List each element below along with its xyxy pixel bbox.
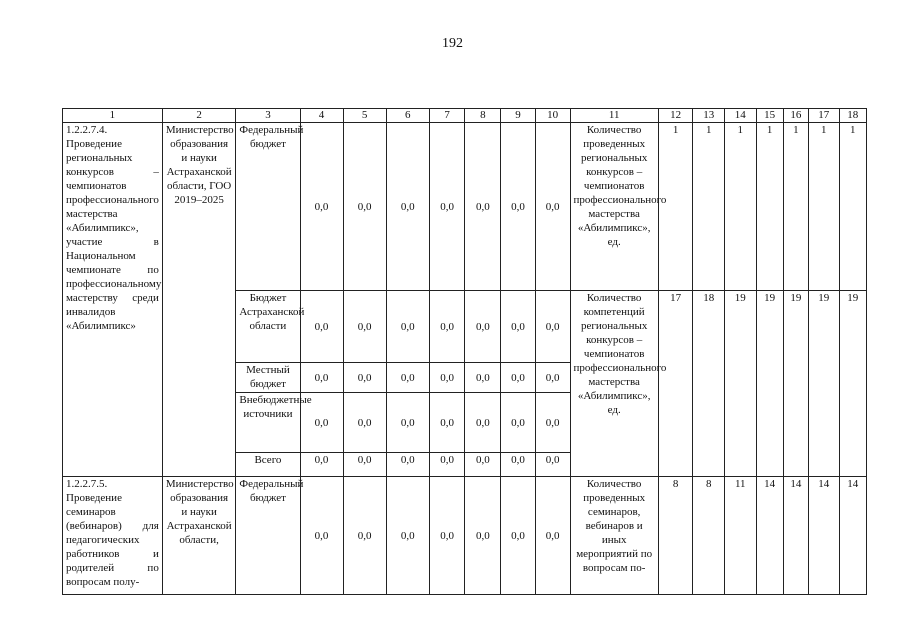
- value-cell: 0,0: [501, 363, 536, 393]
- column-number: 16: [783, 109, 808, 123]
- funding-source: Федеральный бюджет: [236, 123, 300, 291]
- value-cell: 0,0: [429, 291, 465, 363]
- value-cell: 0,0: [300, 291, 343, 363]
- column-number: 11: [570, 109, 658, 123]
- value-cell: 0,0: [386, 453, 429, 477]
- target-cell: 14: [783, 477, 808, 595]
- value-cell: 0,0: [535, 393, 570, 453]
- page-number: 192: [442, 36, 463, 51]
- funding-source: Местный бюджет: [236, 363, 300, 393]
- value-cell: 0,0: [300, 123, 343, 291]
- column-number: 7: [429, 109, 465, 123]
- value-cell: 0,0: [465, 291, 501, 363]
- value-cell: 0,0: [501, 123, 536, 291]
- funding-source: Внебюджетные источники: [236, 393, 300, 453]
- value-cell: 0,0: [429, 123, 465, 291]
- value-cell: 0,0: [501, 453, 536, 477]
- target-cell: 1: [783, 123, 808, 291]
- column-number: 14: [724, 109, 756, 123]
- target-cell: 14: [756, 477, 783, 595]
- column-number: 6: [386, 109, 429, 123]
- column-number: 5: [343, 109, 386, 123]
- value-cell: 0,0: [465, 477, 501, 595]
- value-cell: 0,0: [535, 477, 570, 595]
- value-cell: 0,0: [343, 393, 386, 453]
- target-cell: 8: [693, 477, 725, 595]
- column-number: 9: [501, 109, 536, 123]
- value-cell: 0,0: [300, 453, 343, 477]
- target-cell: 14: [809, 477, 839, 595]
- indicator-cell: Количество проведенных региональных конкурсов – чемпионатов профессионального мастерства «Абилимпикс», ед.: [570, 123, 658, 291]
- target-cell: 19: [839, 291, 867, 477]
- column-number: 2: [162, 109, 236, 123]
- target-cell: 1: [693, 123, 725, 291]
- column-number: 13: [693, 109, 725, 123]
- value-cell: 0,0: [300, 363, 343, 393]
- table-row: [63, 477, 867, 595]
- indicator-cell: Количество компетенций региональных конкурсов – чемпионатов профессионального мастерства «Абилимпикс», ед.: [570, 291, 658, 477]
- column-number: 12: [658, 109, 693, 123]
- value-cell: 0,0: [429, 393, 465, 453]
- column-number: 17: [809, 109, 839, 123]
- value-cell: 0,0: [535, 123, 570, 291]
- funding-source: Бюджет Астраханской области: [236, 291, 300, 363]
- executor-cell: Министерство образования и науки Астраханской области,: [162, 477, 236, 595]
- target-cell: 1: [724, 123, 756, 291]
- value-cell: 0,0: [535, 453, 570, 477]
- column-number: 1: [63, 109, 163, 123]
- value-cell: 0,0: [465, 393, 501, 453]
- value-cell: 0,0: [343, 123, 386, 291]
- column-number: 15: [756, 109, 783, 123]
- target-cell: 18: [693, 291, 725, 477]
- indicator-cell: Количество проведенных семинаров, вебинаров и иных мероприятий по вопросам по-: [570, 477, 658, 595]
- value-cell: 0,0: [501, 393, 536, 453]
- value-cell: 0,0: [386, 123, 429, 291]
- value-cell: 0,0: [386, 477, 429, 595]
- value-cell: 0,0: [386, 291, 429, 363]
- target-cell: 1: [839, 123, 867, 291]
- column-number: 8: [465, 109, 501, 123]
- value-cell: 0,0: [429, 453, 465, 477]
- executor-cell: Министерство образования и науки Астраханской области, ГОО 2019–2025: [162, 123, 236, 477]
- value-cell: 0,0: [465, 453, 501, 477]
- column-number: 3: [236, 109, 300, 123]
- value-cell: 0,0: [343, 453, 386, 477]
- value-cell: 0,0: [501, 291, 536, 363]
- value-cell: 0,0: [386, 363, 429, 393]
- target-cell: 19: [756, 291, 783, 477]
- value-cell: 0,0: [535, 363, 570, 393]
- funding-source: Всего: [236, 453, 300, 477]
- target-cell: 11: [724, 477, 756, 595]
- program-table: [62, 108, 867, 595]
- table-row: [63, 123, 867, 291]
- target-cell: 14: [839, 477, 867, 595]
- target-cell: 19: [783, 291, 808, 477]
- value-cell: 0,0: [343, 291, 386, 363]
- measure-cell: 1.2.2.7.5. Проведение семинаров (вебинаров) для педагогических работников и родителей по вопросам полу-: [63, 477, 163, 595]
- target-cell: 1: [658, 123, 693, 291]
- value-cell: 0,0: [343, 363, 386, 393]
- value-cell: 0,0: [300, 393, 343, 453]
- column-number-row: [63, 109, 867, 123]
- value-cell: 0,0: [429, 477, 465, 595]
- target-cell: 17: [658, 291, 693, 477]
- value-cell: 0,0: [465, 123, 501, 291]
- value-cell: 0,0: [535, 291, 570, 363]
- measure-cell: 1.2.2.7.4. Проведение региональных конкурсов – чемпионатов профессионального мастерства «Абилимпикс», участие в Национальном чемпионате по профессиональному мастерству среди инвалидов «Абилимпикс»: [63, 123, 163, 477]
- value-cell: 0,0: [501, 477, 536, 595]
- value-cell: 0,0: [343, 477, 386, 595]
- target-cell: 1: [756, 123, 783, 291]
- value-cell: 0,0: [429, 363, 465, 393]
- target-cell: 19: [809, 291, 839, 477]
- funding-source: Федеральный бюджет: [236, 477, 300, 595]
- column-number: 18: [839, 109, 867, 123]
- column-number: 10: [535, 109, 570, 123]
- column-number: 4: [300, 109, 343, 123]
- target-cell: 1: [809, 123, 839, 291]
- target-cell: 8: [658, 477, 693, 595]
- value-cell: 0,0: [386, 393, 429, 453]
- value-cell: 0,0: [465, 363, 501, 393]
- target-cell: 19: [724, 291, 756, 477]
- value-cell: 0,0: [300, 477, 343, 595]
